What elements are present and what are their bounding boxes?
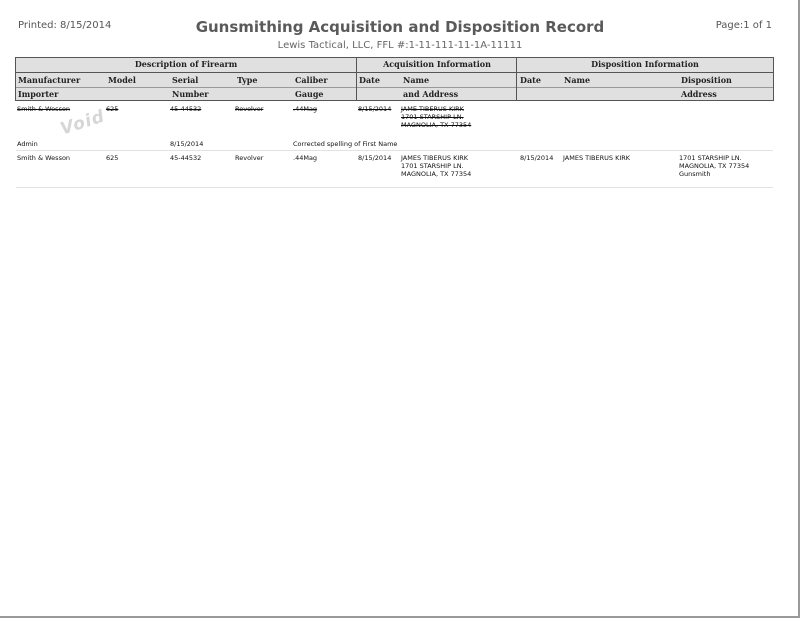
col-type: Type [237, 75, 258, 85]
col-caliber: Caliber [295, 75, 328, 85]
col-importer: Importer [18, 89, 59, 99]
printed-date: Printed: 8/15/2014 [18, 20, 112, 31]
row-separator [16, 187, 773, 188]
voided-acq-name: JAME TIBERUS KIRK [401, 105, 464, 113]
report-subtitle: Lewis Tactical, LLC, FFL #:1-11-111-11-1A-11111 [277, 40, 523, 51]
record-disp-date: 8/15/2014 [520, 154, 554, 162]
col-acq-date: Date [359, 75, 380, 85]
disposition-group-label: Disposition Information [517, 58, 773, 73]
voided-acq-date: 8/15/2014 [358, 105, 392, 113]
row-separator [16, 150, 773, 151]
correction-date: 8/15/2014 [170, 140, 204, 148]
voided-acq-address-line1: 1701 STARSHIP LN. [401, 113, 464, 121]
record-disp-address-line1: 1701 STARSHIP LN. [679, 154, 742, 162]
correction-note: Corrected spelling of First Name [293, 140, 398, 148]
record-disp-name: JAMES TIBERUS KIRK [563, 154, 631, 162]
firearm-header [15, 57, 357, 101]
record-type: Revolver [235, 154, 264, 162]
voided-type: Revolver [235, 105, 264, 113]
record-acq-address-line2: MAGNOLIA, TX 77354 [401, 170, 472, 178]
col-disp-date: Date [520, 75, 541, 85]
record-acq-address-line1: 1701 STARSHIP LN. [401, 162, 464, 170]
col-disp-name: Name [564, 75, 591, 85]
acquisition-header [356, 57, 518, 101]
record-caliber: .44Mag [293, 154, 318, 162]
acquisition-group-label: Acquisition Information [357, 58, 517, 73]
col-model: Model [108, 75, 136, 85]
voided-caliber: .44Mag [293, 105, 318, 113]
col-acq-address: and Address [403, 89, 459, 99]
col-manufacturer: Manufacturer [18, 75, 81, 85]
voided-manufacturer: Smith & Wesson [17, 105, 71, 113]
report-title: Gunsmithing Acquisition and Disposition Record [195, 18, 605, 36]
record-model: 625 [106, 154, 119, 162]
record-acq-date: 8/15/2014 [358, 154, 392, 162]
record-serial: 45-44532 [170, 154, 202, 162]
col-serial: Serial [172, 75, 199, 85]
disposition-header [516, 57, 774, 101]
col-disp-address: Address [681, 89, 717, 99]
voided-serial: 45-44532 [170, 105, 202, 113]
voided-model: 625 [106, 105, 119, 113]
record-manufacturer: Smith & Wesson [17, 154, 71, 162]
col-gauge: Gauge [295, 89, 324, 99]
voided-acq-address-line2: MAGNOLIA, TX 77354 [401, 121, 472, 129]
correction-user: Admin [17, 140, 38, 148]
page-number: Page:1 of 1 [715, 20, 772, 31]
col-serial-number: Number [172, 89, 209, 99]
col-disposition: Disposition [681, 75, 732, 85]
firearm-group-label: Description of Firearm [16, 58, 356, 73]
void-watermark: Void [58, 106, 108, 140]
record-disp-address-line3: Gunsmith [679, 170, 711, 178]
record-acq-name: JAMES TIBERUS KIRK [401, 154, 469, 162]
record-disp-address-line2: MAGNOLIA, TX 77354 [679, 162, 750, 170]
col-acq-name: Name [403, 75, 430, 85]
header-divider [517, 87, 773, 88]
